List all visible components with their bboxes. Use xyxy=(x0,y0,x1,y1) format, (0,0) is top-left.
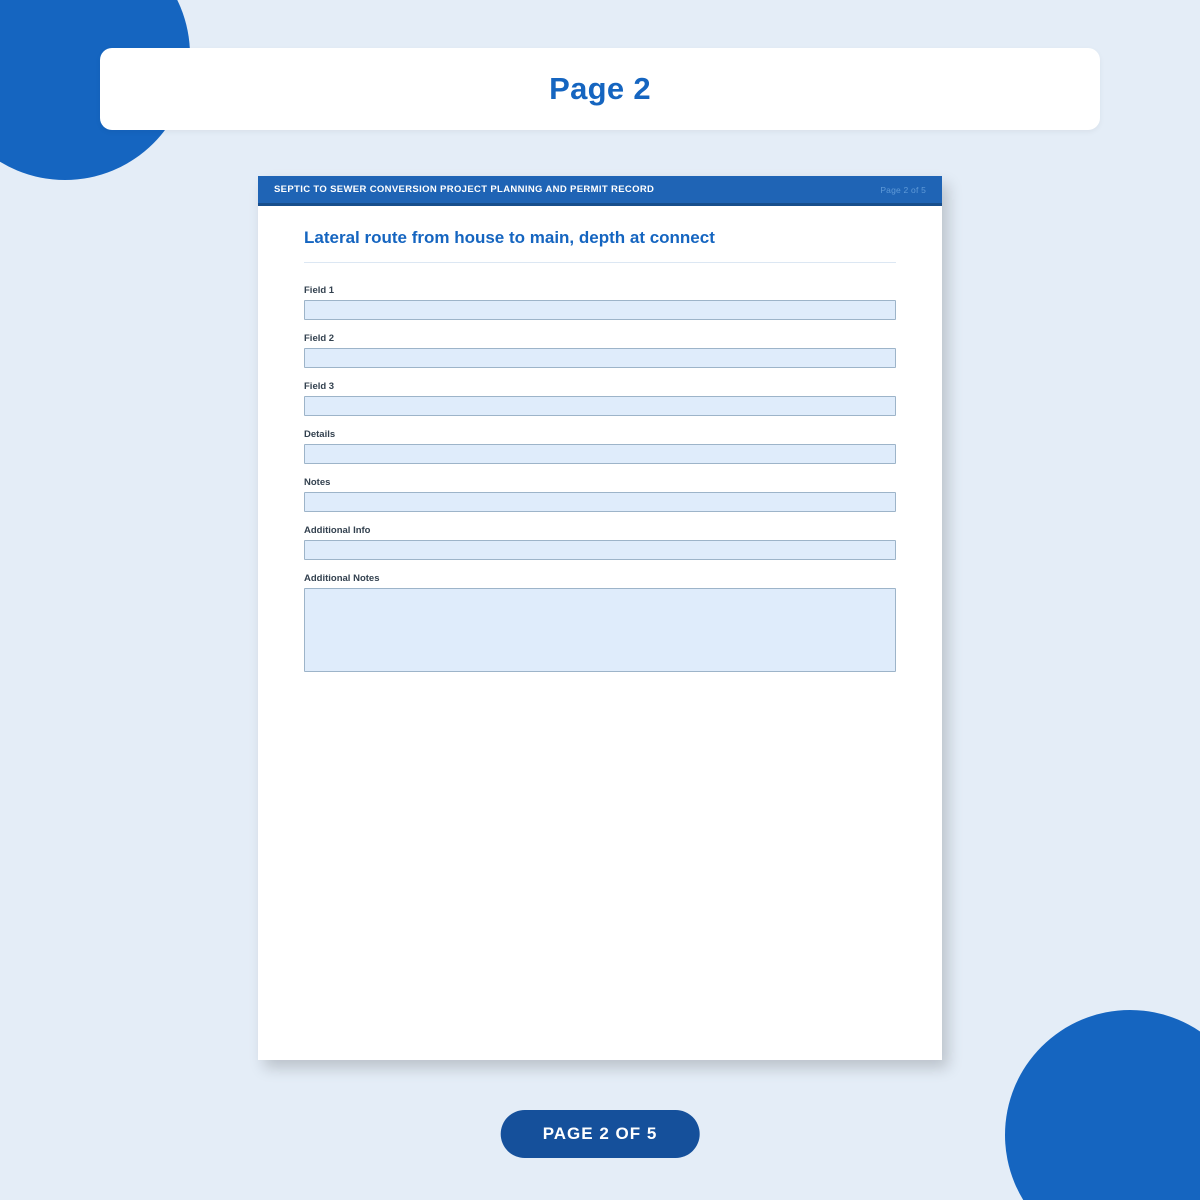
field-label: Details xyxy=(304,429,336,440)
form-field-row xyxy=(304,381,896,416)
decorative-circle-bottom-right xyxy=(1005,1010,1200,1200)
field-label: Field 3 xyxy=(304,381,335,392)
field-3-input[interactable] xyxy=(304,396,896,416)
document-header-title: SEPTIC TO SEWER CONVERSION PROJECT PLANNING AND PERMIT RECORD xyxy=(274,184,655,195)
field-label: Additional Notes xyxy=(304,573,380,584)
document-header-page-indicator: Page 2 of 5 xyxy=(880,184,926,195)
notes-input[interactable] xyxy=(304,492,896,512)
document-header-bar xyxy=(258,176,942,206)
footer-page-indicator: PAGE 2 OF 5 xyxy=(501,1110,700,1158)
form-field-row xyxy=(304,525,896,560)
additional-info-input[interactable] xyxy=(304,540,896,560)
form-field-row xyxy=(304,429,896,464)
field-label: Field 1 xyxy=(304,285,335,296)
page-title: Page 2 xyxy=(549,71,651,106)
details-input[interactable] xyxy=(304,444,896,464)
field-2-input[interactable] xyxy=(304,348,896,368)
field-label: Field 2 xyxy=(304,333,335,344)
form-field-row xyxy=(304,573,896,672)
field-label: Notes xyxy=(304,477,331,488)
header-banner xyxy=(100,48,1100,130)
form-field-row xyxy=(304,285,896,320)
form-field-row xyxy=(304,477,896,512)
document-body xyxy=(258,206,942,672)
form-field-row xyxy=(304,333,896,368)
field-label: Additional Info xyxy=(304,525,371,536)
field-1-input[interactable] xyxy=(304,300,896,320)
section-title: Lateral route from house to main, depth at connect xyxy=(304,228,896,263)
additional-notes-textarea[interactable] xyxy=(304,588,896,672)
document-sheet xyxy=(258,176,942,1060)
